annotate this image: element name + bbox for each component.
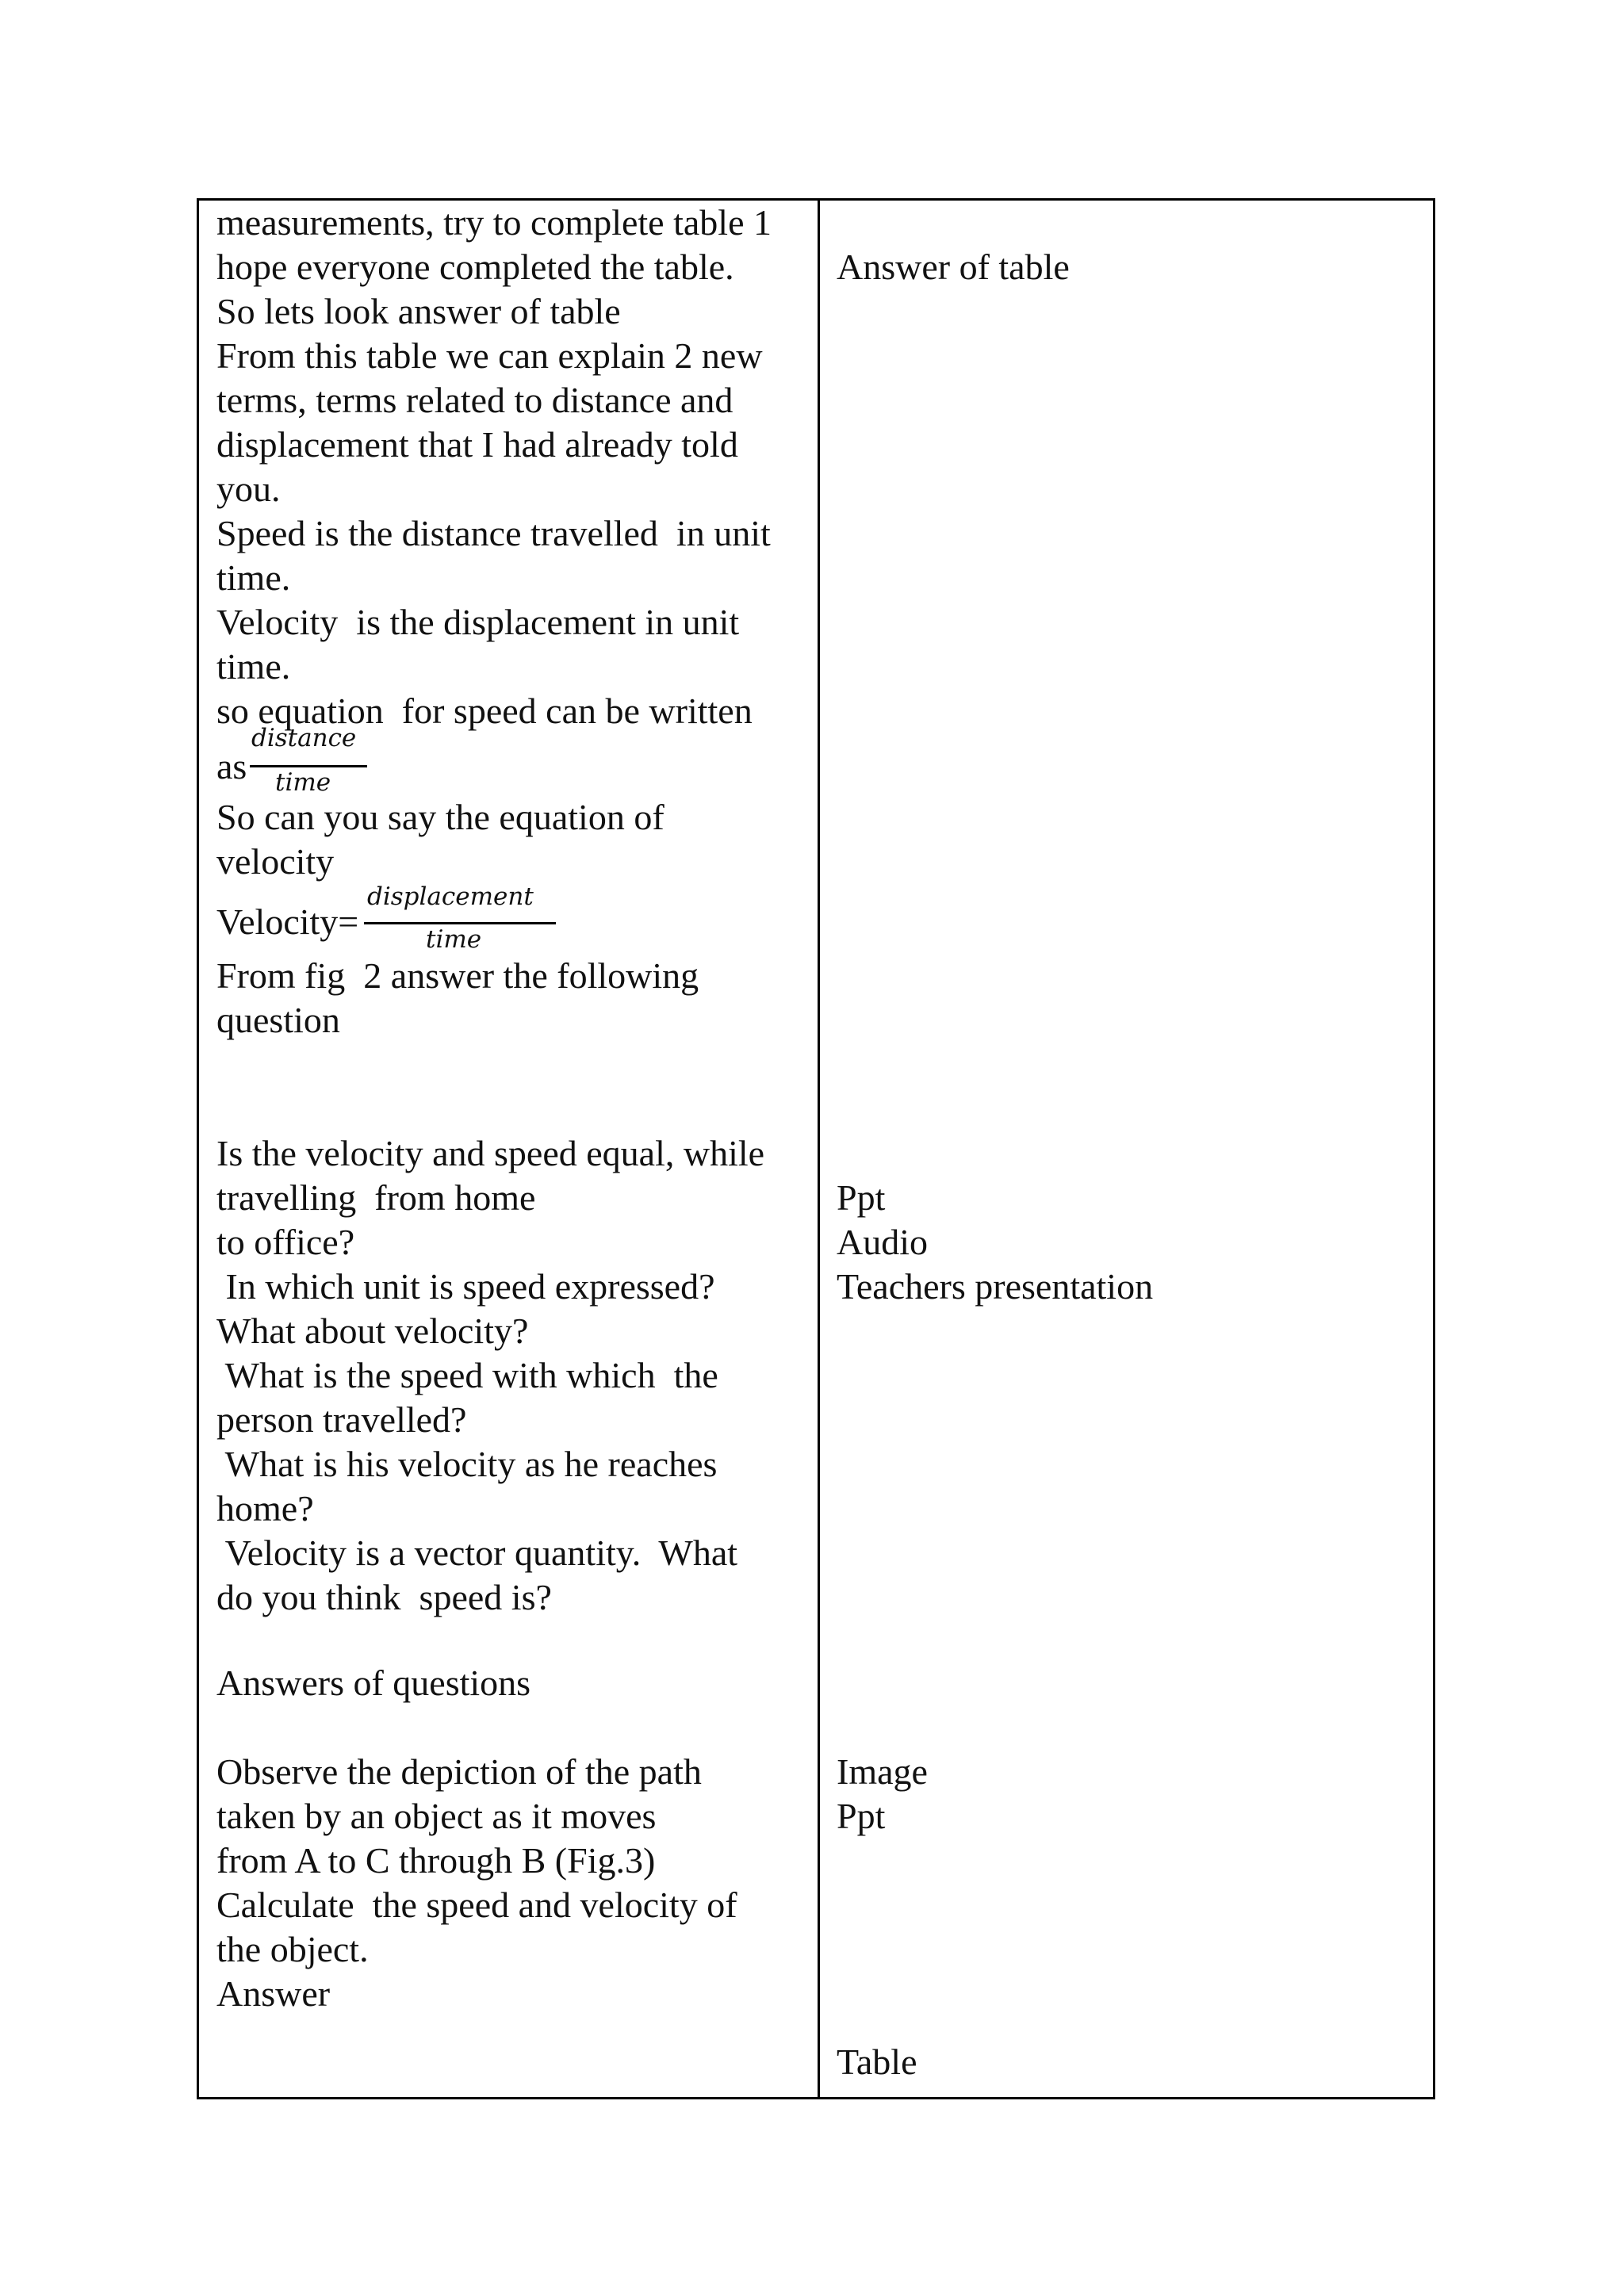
resource-item: Audio	[837, 1222, 928, 1262]
resource-item: Ppt	[837, 1177, 886, 1218]
resource-item: Ppt	[837, 1796, 886, 1836]
lesson-plan-table	[197, 198, 1435, 2099]
answer-of-table: Answer of table	[837, 247, 1070, 287]
line: do you think speed is?	[216, 1577, 552, 1617]
formula-denominator: time	[426, 925, 482, 954]
resource-list-1	[837, 1176, 1153, 1309]
line: So lets look answer of table	[216, 291, 621, 331]
line: terms, terms related to distance and	[216, 380, 733, 420]
line: Velocity is a vector quantity. What	[216, 1533, 738, 1573]
left-text-block-4	[216, 1131, 764, 1620]
left-text-block-3	[216, 954, 699, 1043]
line: the object.	[216, 1929, 369, 1969]
table-label: Table	[837, 2042, 917, 2082]
line: from A to C through B (Fig.3)	[216, 1840, 656, 1881]
line: question	[216, 1000, 340, 1040]
line: In which unit is speed expressed?	[216, 1266, 715, 1307]
line: What is his velocity as he reaches	[216, 1444, 718, 1484]
line: time.	[216, 646, 291, 687]
fraction-bar	[250, 765, 367, 767]
resource-item: Image	[837, 1751, 928, 1792]
line: Observe the depiction of the path	[216, 1751, 702, 1792]
formula-numerator: displacement	[367, 882, 534, 911]
line: Is the velocity and speed equal, while	[216, 1133, 765, 1173]
formula-prefix: as	[216, 746, 247, 786]
line: What about velocity?	[216, 1311, 529, 1351]
line: From fig 2 answer the following	[216, 955, 699, 996]
line: home?	[216, 1488, 314, 1529]
line: What is the speed with which the	[216, 1355, 718, 1395]
line: Velocity is the displacement in unit	[216, 602, 740, 642]
line: Speed is the distance travelled in unit	[216, 513, 771, 553]
line: From this table we can explain 2 new	[216, 335, 763, 376]
resource-item: Teachers presentation	[837, 1266, 1154, 1307]
resource-list-2	[837, 1750, 928, 1839]
left-text-block-1	[216, 201, 772, 733]
left-text-block-5	[216, 1750, 737, 2016]
column-divider	[818, 201, 820, 2097]
line: hope everyone completed the table.	[216, 247, 734, 287]
line: So can you say the equation of	[216, 797, 665, 837]
line: displacement that I had already told	[216, 424, 738, 465]
formula-numerator: distance	[251, 724, 357, 752]
line: travelling from home	[216, 1177, 536, 1218]
line: person travelled?	[216, 1399, 467, 1440]
line: taken by an object as it moves	[216, 1796, 657, 1836]
formula-denominator: time	[275, 768, 331, 797]
line: Calculate the speed and velocity of	[216, 1885, 737, 1925]
line: time.	[216, 557, 291, 598]
line: measurements, try to complete table 1	[216, 202, 772, 243]
line: velocity	[216, 841, 335, 882]
answers-of-questions: Answers of questions	[216, 1663, 531, 1703]
line: you.	[216, 469, 281, 509]
left-text-block-2	[216, 795, 665, 884]
line: to office?	[216, 1222, 355, 1262]
line: so equation for speed can be written	[216, 691, 753, 731]
fraction-bar	[364, 922, 556, 924]
formula-prefix: Velocity=	[216, 901, 359, 942]
line: Answer	[216, 1973, 331, 2014]
